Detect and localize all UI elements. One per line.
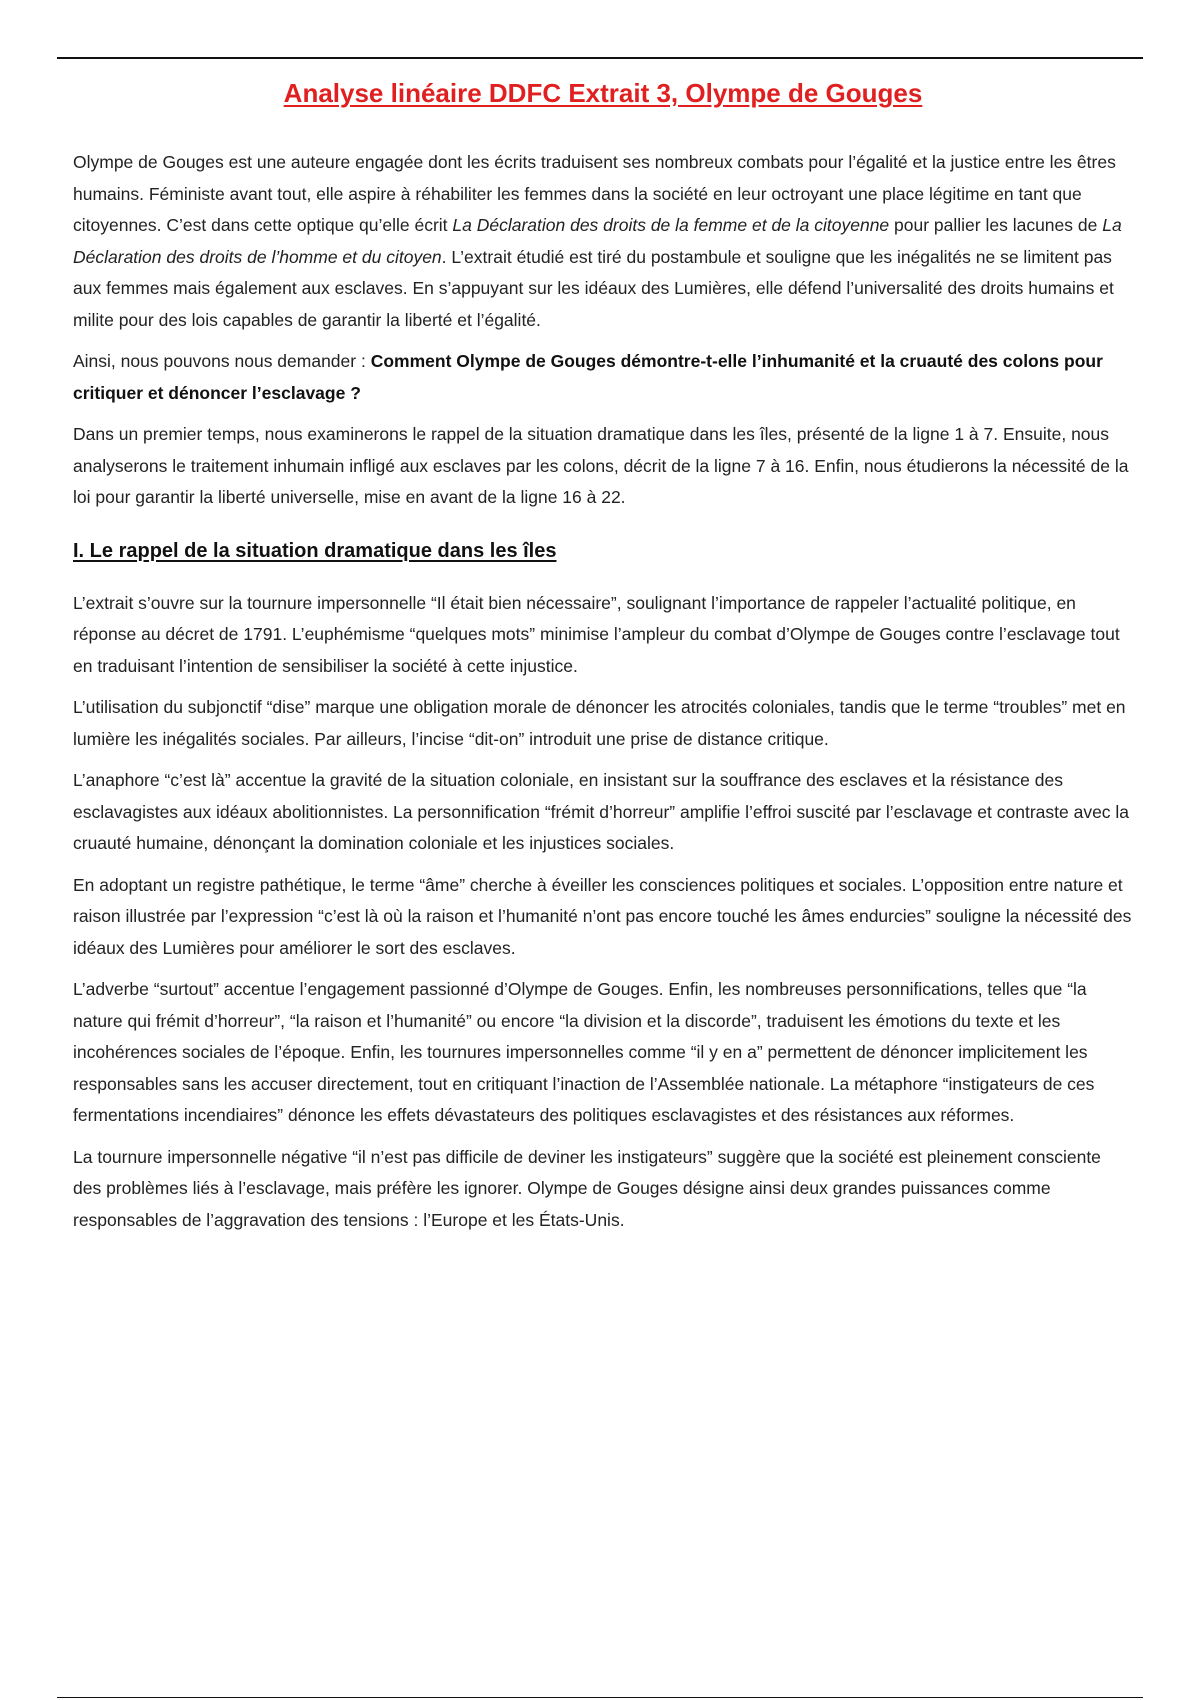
section-1-paragraph-3: L’anaphore “c’est là” accentue la gravité de la situation coloniale, en insistant sur la souffrance des esclaves et la résistance des esclavagistes aux idéaux abolitionnistes. La personnification “frémit d’horreur” amplifie l’effroi suscité par l’esclavage et contraste avec la cruauté humaine, dénonçant la domination coloniale et les injustices sociales.	[73, 770, 1130, 854]
section-1-heading: I. Le rappel de la situation dramatique dans les îles	[73, 539, 557, 562]
bottom-rule	[57, 1697, 1143, 1698]
intro-text-a: Olympe de Gouges est une auteure engagée dont les écrits traduisent ses nombreux combats pour l’égalité et la justice entre les êtres humains. Féministe avant tout, elle aspire à réhabiliter les femmes dans la société en leur octroyant une place légitime en tant que citoyennes. C’est dans cette optique qu’elle écrit	[73, 152, 1116, 236]
section-1-paragraph-4: En adoptant un registre pathétique, le terme “âme” cherche à éveiller les consciences politiques et sociales. L’opposition entre nature et raison illustrée par l’expression “c’est là où la raison et l’humanité n’ont pas encore touché les âmes endurcies” souligne la nécessité des idéaux des Lumières pour améliorer le sort des esclaves.	[73, 874, 1132, 958]
section-1-paragraph-1: L’extrait s’ouvre sur la tournure impersonnelle “Il était bien nécessaire”, soulignant l’importance de rappeler l’actualité politique, en réponse au décret de 1791. L’euphémisme “quelques mots” minimise l’ampleur du combat d’Olympe de Gouges contre l’esclavage tout en traduisant l’intention de sensibiliser la société à cette injustice.	[73, 592, 1120, 676]
section-1-paragraph-6: La tournure impersonnelle négative “il n’est pas difficile de deviner les instigateurs” suggère que la société est pleinement consciente des problèmes liés à l’esclavage, mais préfère les ignorer. Olympe de Gouges désigne ainsi deux grandes puissances comme responsables de l’aggravation des tensions : l’Europe et les États-Unis.	[73, 1146, 1101, 1230]
document-title: Analyse linéaire DDFC Extrait 3, Olympe de Gouges	[283, 78, 923, 108]
intro-work-title-2: La Déclaration des droits de l’homme et du citoyen	[73, 215, 1122, 267]
document-page	[73, 70, 1133, 1246]
intro-text-b: pour pallier les lacunes de	[889, 215, 1103, 236]
intro-paragraph	[73, 147, 1133, 336]
section-1-paragraph-5: L’adverbe “surtout” accentue l’engagement passionné d’Olympe de Gouges. Enfin, les nombreuses personnifications, telles que “la nature qui frémit d’horreur”, “la raison et l’humanité” ou encore “la division et la discorde”, traduisent les émotions du texte et les incohérences sociales de l’époque. Enfin, les tournures impersonnelles comme “il y en a” permettent de dénoncer implicitement les responsables sans les accuser directement, tout en critiquant l’inaction de l’Assemblée nationale. La métaphore “instigateurs de ces fermentations incendiaires” dénonce les effets dévastateurs des politiques esclavagistes et des résistances aux réformes.	[73, 979, 1095, 1126]
top-rule	[57, 57, 1143, 59]
section-1-paragraph-2: L’utilisation du subjonctif “dise” marque une obligation morale de dénoncer les atrocités coloniales, tandis que le terme “troubles” met en lumière les inégalités sociales. Par ailleurs, l’incise “dit-on” introduit une prise de distance critique.	[73, 697, 1126, 749]
problematic-paragraph	[73, 346, 1133, 409]
problematic-question: Comment Olympe de Gouges démontre-t-elle l’inhumanité et la cruauté des colons pour critiquer et dénoncer l’esclavage ?	[73, 351, 1103, 403]
intro-text-c: . L’extrait étudié est tiré du postambule et souligne que les inégalités ne se limitent pas aux femmes mais également aux esclaves. En s’appuyant sur les idéaux des Lumières, elle défend l’universalité des droits humains et milite pour des lois capables de garantir la liberté et l’égalité.	[73, 246, 1114, 330]
plan-paragraph: Dans un premier temps, nous examinerons le rappel de la situation dramatique dans les îles, présenté de la ligne 1 à 7. Ensuite, nous analyserons le traitement inhumain infligé aux esclaves par les colons, décrit de la ligne 7 à 16. Enfin, nous étudierons la nécessité de la loi pour garantir la liberté universelle, mise en avant de la ligne 16 à 22.	[73, 424, 1129, 508]
intro-work-title-1: La Déclaration des droits de la femme et de la citoyenne	[452, 215, 890, 236]
problematic-lead: Ainsi, nous pouvons nous demander :	[73, 351, 371, 372]
